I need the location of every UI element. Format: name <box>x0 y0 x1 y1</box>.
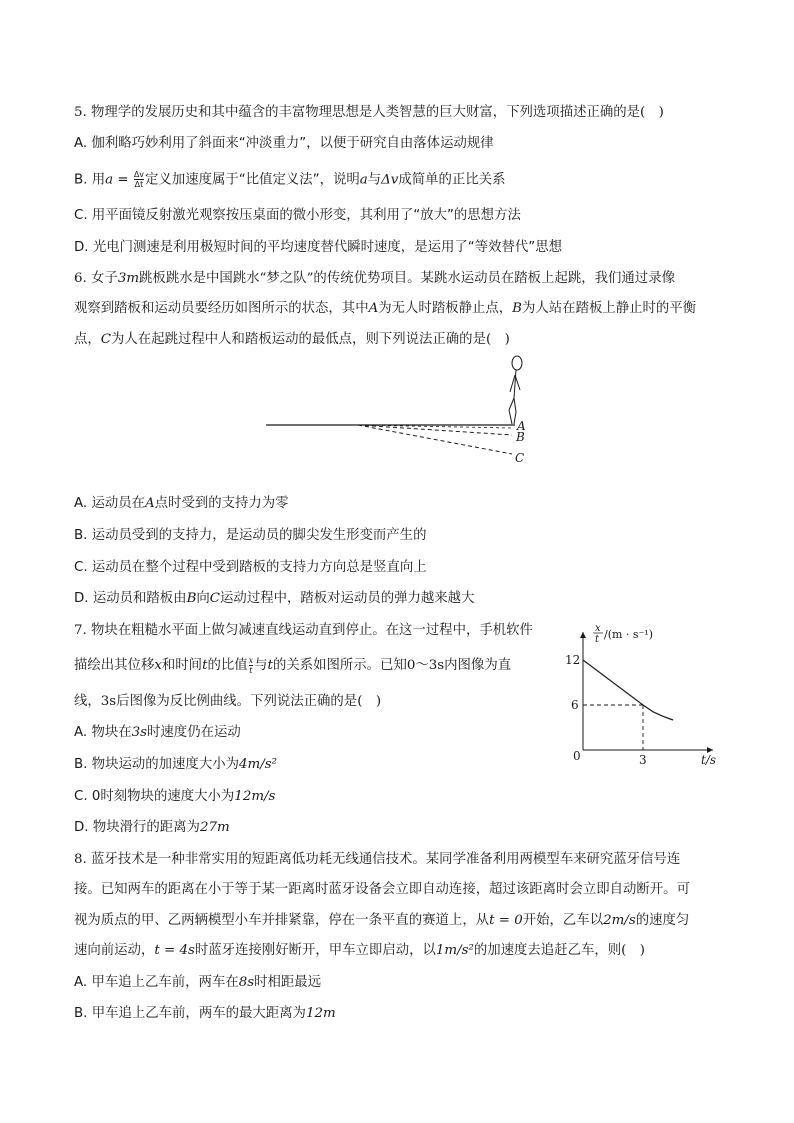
y-axis-label <box>593 623 653 645</box>
q5-option-a: A. 伽利略巧妙利用了斜面来“冲淡重力”，以便于研究自由落体运动规律 <box>74 136 494 151</box>
q5-stem: 5. 物理学的发展历史和其中蕴含的丰富物理思想是人类智慧的巨大财富，下列选项描述正确的是( ) <box>74 105 664 120</box>
board-line-c <box>358 425 512 454</box>
q7-stem-line3: 线，3s后图像为反比例曲线。下列说法正确的是( ) <box>74 694 382 709</box>
q8-stem-line3: 视为质点的甲、乙两辆模型小车并排紧靠，停在一条平直的赛道上，从t = 0开始，乙车以2m/s的速度匀 <box>74 913 690 928</box>
svg-text:t: t <box>595 634 600 645</box>
q8-stem-line4: 速向前运动，t = 4s时蓝牙连接刚好断开，甲车立即启动，以1m/s²的加速度去追赶乙车，则( ) <box>74 943 645 958</box>
q6-option-d: D. 运动员和踏板由B向C运动过程中，踏板对运动员的弹力越来越大 <box>74 591 475 606</box>
q5-option-c: C. 用平面镜反射激光观察按压桌面的微小形变，其利用了“放大”的思想方法 <box>74 208 521 223</box>
xt-t-graph <box>555 618 735 778</box>
label-c: C <box>515 451 525 465</box>
series-line-segment <box>583 660 643 705</box>
springboard-diagram <box>260 350 540 470</box>
q7-option-d: D. 物块滑行的距离为27m <box>74 820 230 835</box>
svg-text:x: x <box>595 623 601 634</box>
series-curve-segment <box>643 705 673 720</box>
q7-option-c: C. 0时刻物块的速度大小为12m/s <box>74 789 276 804</box>
q7-ratio-fraction: $\frac{x}{t}$ <box>248 656 254 675</box>
q7-stem-line2: 描绘出其位移x和时间t的比值$\frac{x}{t}$ 与t的关系如图所示。已知0～3s内图像为直 <box>74 656 512 675</box>
q6-option-b: B. 运动员受到的支持力，是运动员的脚尖发生形变而产生的 <box>74 528 427 543</box>
y-tick-label: 6 <box>571 698 579 712</box>
q8-option-b: B. 甲车追上乙车前，两车的最大距离为12m <box>74 1006 336 1021</box>
q7-stem-line1: 7. 物块在粗糙水平面上做匀减速直线运动直到停止。在这一过程中，手机软件 <box>74 623 533 638</box>
q8-option-a: A. 甲车追上乙车前，两车在8s时相距最远 <box>74 975 322 990</box>
origin-label: 0 <box>573 749 581 763</box>
q6-option-c: C. 运动员在整个过程中受到踏板的支持力方向总是竖直向上 <box>74 560 427 575</box>
q8-stem-line1: 8. 蓝牙技术是一种非常实用的短距离低功耗无线通信技术。某同学准备利用两模型车来研究蓝牙信号连 <box>74 852 681 867</box>
q6-stem-line3: 点，C为人在起跳过程中人和踏板运动的最低点，则下列说法正确的是( ) <box>74 332 510 347</box>
svg-text:/(m · s⁻¹): /(m · s⁻¹) <box>604 628 654 641</box>
q7-option-a: A. 物块在3s时速度仍在运动 <box>74 725 241 740</box>
x-axis-label: t/s <box>701 753 717 767</box>
q6-option-a: A. 运动员在A点时受到的支持力为零 <box>74 496 289 511</box>
q5-option-d: D. 光电门测速是利用极短时间的平均速度替代瞬时速度，是运用了“等效替代”思想 <box>74 240 562 255</box>
athlete-figure <box>509 356 522 424</box>
label-b: B <box>516 430 525 444</box>
label-a: A <box>517 419 526 433</box>
q5-option-b: B. 用a = $\frac{\Delta v}{\Delta t}$ 定义加速度属于“比值定义法”，说明a与Δv成简单的正比关系 <box>74 170 506 189</box>
q6-stem-line1: 6. 女子3m跳板跳水是中国跳水“梦之队”的传统优势项目。某跳水运动员在踏板上起跳，我们通过录像 <box>74 271 675 286</box>
q6-stem-line2: 观察到踏板和运动员要经历如图所示的状态，其中A为无人时踏板静止点，B为人站在踏板上静止时的平衡 <box>74 301 697 316</box>
q5-fraction: $\frac{\Delta v}{\Delta t}$ <box>133 170 145 189</box>
x-tick-label: 3 <box>639 753 647 767</box>
q8-stem-line2: 接。已知两车的距离在小于等于某一距离时蓝牙设备会立即自动连接，超过该距离时会立即自动断开。可 <box>74 882 690 897</box>
q7-option-b: B. 物块运动的加速度大小为4m/s² <box>74 757 277 772</box>
y-tick-label: 12 <box>565 653 581 667</box>
board-line-b <box>358 425 512 435</box>
